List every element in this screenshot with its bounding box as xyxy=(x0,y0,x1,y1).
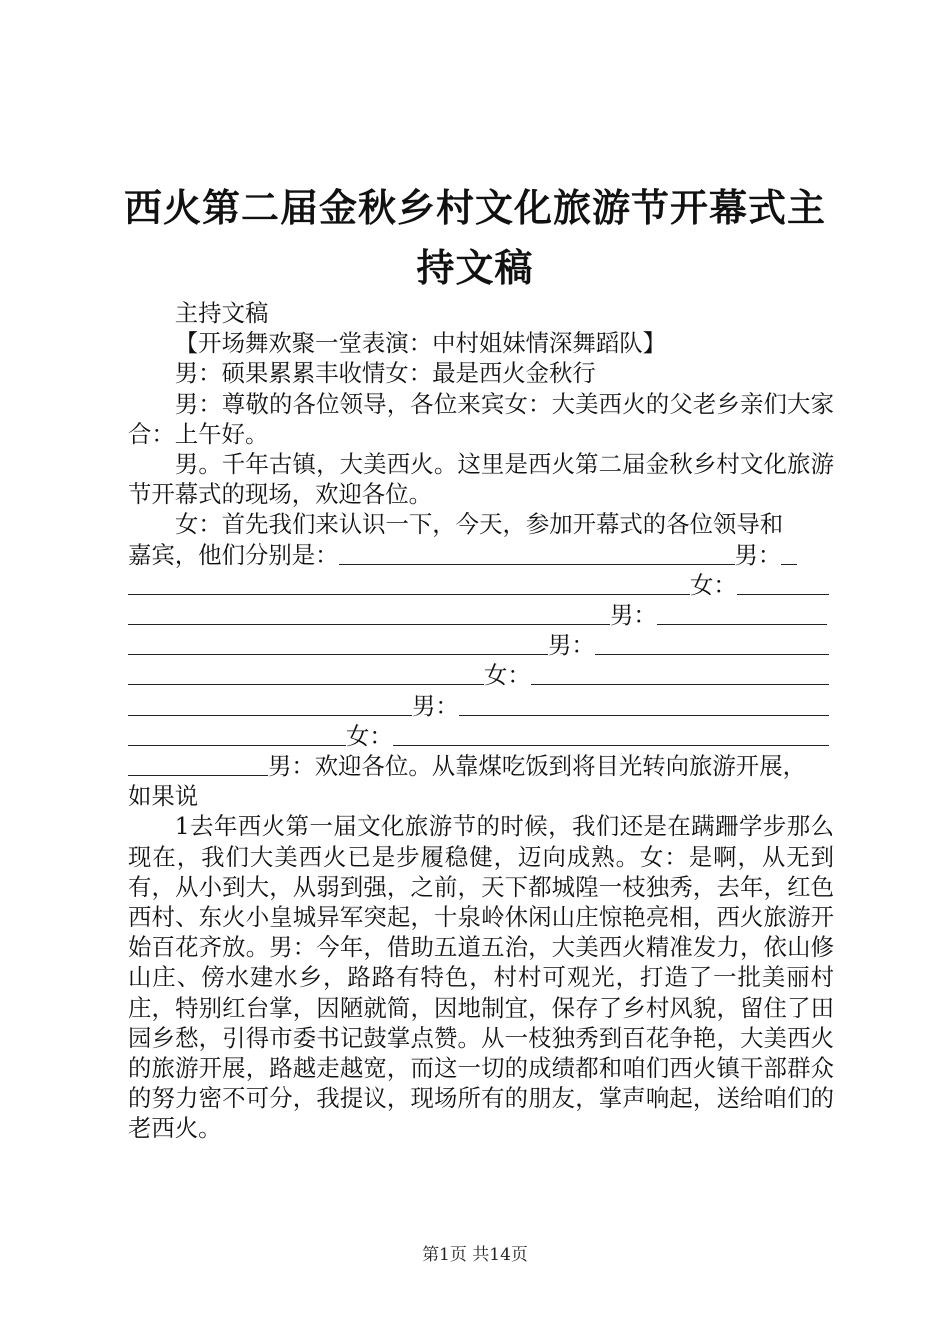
speaker-male-label: 男： xyxy=(734,540,782,569)
speaker-female-label: 女： xyxy=(484,661,531,690)
speaker-female-label: 女： xyxy=(690,570,737,599)
guest-list-line-2 xyxy=(128,570,834,600)
guest-list-tail xyxy=(128,781,834,811)
document-body xyxy=(128,298,834,1144)
paragraph-harvest: 男：硕果累累丰收情女：最是西火金秋行 xyxy=(174,359,596,388)
page-number-footer: 第1页 共14页 xyxy=(422,1245,528,1265)
guest-list-line-6 xyxy=(128,691,834,721)
guest-list-tail-text: 如果说 xyxy=(128,782,199,811)
paragraph-guest-list xyxy=(128,509,834,811)
paragraph-tourism-development: 1去年西火第一届文化旅游节的时候，我们还是在蹒跚学步那么现在，我们大美西火已是步履稳健，迈向成熟。女：是啊，从无到有，从小到大，从弱到强，之前，天下都城隍一枝独秀，去年，红色西村、东火小皇城异军突起，十泉岭休闲山庄惊艳亮相，西火旅游开始百花齐放。男：今年，借助五道五治，大美西火精准发力，依山修山庄、傍水建水乡，路路有特色，村村可观光，打造了一批美丽村庄，特别红台掌，因陋就简，因地制宜，保存了乡村风貌，留住了田园乡愁，引得市委书记鼓掌点赞。从一枝独秀到百花争艳，大美西火的旅游开展，路越走越宽，而这一切的成绩都和咱们西火镇干部群众的努力密不可分，我提议，现场所有的朋友，掌声响起，送给咱们的老西火。 xyxy=(128,812,834,1143)
speaker-male-label: 男： xyxy=(412,691,459,720)
speaker-male-label: 男： xyxy=(610,601,657,630)
name-blank xyxy=(531,662,829,685)
name-blank xyxy=(781,542,797,565)
name-blank xyxy=(128,662,484,685)
name-blank xyxy=(128,753,268,776)
guest-list-intro xyxy=(128,509,881,539)
guest-list-line-7 xyxy=(128,721,834,751)
name-blank xyxy=(128,602,610,625)
name-blank xyxy=(128,693,412,716)
guest-list-line-8 xyxy=(128,751,834,781)
paragraph-welcome: 男。千年古镇，大美西火。这里是西火第二届金秋乡村文化旅游节开幕式的现场，欢迎各位。 xyxy=(128,450,834,509)
speaker-female-label: 女： xyxy=(346,721,393,750)
name-blank xyxy=(595,632,829,655)
guest-list-line-3 xyxy=(128,600,834,630)
name-blank xyxy=(128,572,690,595)
document-title: 西火第二届金秋乡村文化旅游节开幕式主持文稿 xyxy=(123,185,826,290)
name-blank xyxy=(393,723,829,746)
speaker-male-label: 男： xyxy=(548,631,595,660)
name-blank xyxy=(339,542,735,565)
guest-list-line-4 xyxy=(128,630,834,660)
guest-list-closing: 男：欢迎各位。从靠煤吃饭到将目光转向旅游开展， xyxy=(268,752,806,781)
name-blank xyxy=(459,693,829,716)
name-blank xyxy=(657,602,827,625)
guest-list-intro-text: 女：首先我们来认识一下，今天，参加开幕式的各位领导和 xyxy=(175,510,784,539)
name-blank xyxy=(737,572,829,595)
paragraph-opening-dance: 【开场舞欢聚一堂表演：中村姐妹情深舞蹈队】 xyxy=(174,329,666,358)
name-blank xyxy=(128,632,548,655)
name-blank xyxy=(128,723,346,746)
paragraph-greeting: 男：尊敬的各位领导，各位来宾女：大美西火的父老乡亲们大家合：上午好。 xyxy=(128,389,834,448)
paragraph-host-script: 主持文稿 xyxy=(174,299,269,327)
guest-list-line-1 xyxy=(128,540,834,570)
guest-list-lead: 嘉宾，他们分别是： xyxy=(128,540,339,569)
guest-list-line-5 xyxy=(128,660,834,690)
